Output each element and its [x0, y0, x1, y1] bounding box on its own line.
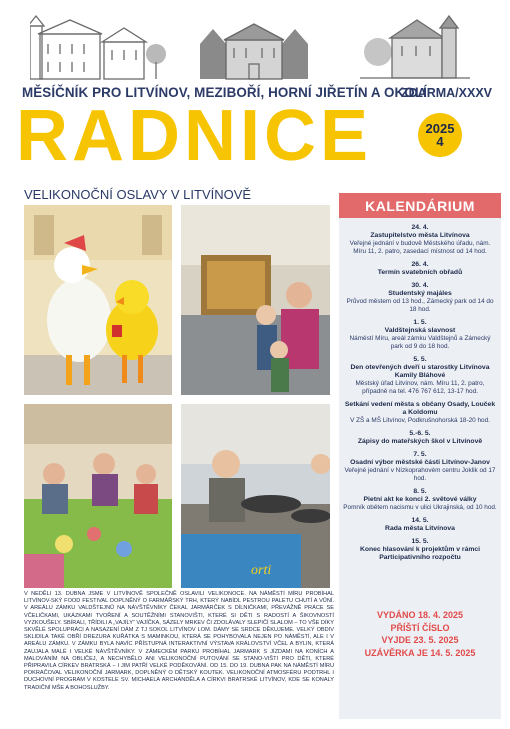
- calendar-event: [343, 401, 497, 425]
- event-date: 5. 5.: [413, 355, 427, 363]
- next-issue-date: VYJDE 23. 5. 2025: [381, 635, 459, 645]
- event-date: 30. 4.: [411, 282, 429, 289]
- photo-children-exhibit: [181, 205, 330, 395]
- event-title: Osadní výbor městské části Litvínov-Janov: [350, 459, 490, 466]
- issue-year: 2025: [425, 121, 455, 136]
- masthead-subtitle: MĚSÍČNÍK PRO LITVÍNOV, MEZIBOŘÍ, HORNÍ JIŘETÍN A OKOLÍ: [22, 85, 427, 100]
- calendar-event: [343, 282, 497, 314]
- event-title: Termín svatebních obřadů: [377, 268, 463, 276]
- issue-number: 4: [436, 134, 444, 149]
- event-title: Studentský majáles: [388, 290, 452, 297]
- event-detail: Městský úřad Litvínov, nám. Míru 11, 2. patro, případně na tel. 476 767 612, 13-17 hod.: [355, 380, 485, 395]
- event-title: Zastupitelstvo města Litvínova: [370, 232, 470, 239]
- price-volume-label: ZDARMA/XXXV: [401, 86, 492, 100]
- calendar-event: [343, 488, 497, 512]
- event-title: Setkání vedení města s občany Osady, Louček a Koldomu: [344, 400, 496, 416]
- event-title: Valdštejnská slavnost: [384, 326, 456, 334]
- event-title: Konec hlasování k projektům v rámci Participativního rozpočtu: [359, 546, 481, 562]
- calendar-events: [339, 218, 501, 562]
- event-date: 1. 5.: [413, 318, 427, 326]
- calendar-title: KALENDÁRIUM: [339, 193, 501, 218]
- photo-craft-workshop: [24, 404, 172, 588]
- event-date: 14. 5.: [411, 516, 429, 524]
- event-detail: Průvod městem od 13 hod., Zámecký park od 14 do 18 hod.: [346, 298, 494, 313]
- event-title: Rada města Litvínova: [385, 524, 455, 532]
- event-date: 5.-6. 5.: [409, 429, 431, 437]
- deadline-date: UZÁVĚRKA JE 14. 5. 2025: [364, 647, 476, 658]
- event-detail: Náměstí Míru, areál zámku Valdštejnů a Zámecký park od 9 do 18 hod.: [349, 335, 491, 350]
- calendar-event: [343, 319, 497, 351]
- event-date: 7. 5.: [413, 451, 427, 458]
- event-detail: Veřejné jednání v budově Městského úřadu, nám. Míru 11, 2. patro, zasedací místnost od 14 hod.: [349, 240, 491, 255]
- calendar-event: [343, 451, 497, 483]
- calendar-event: [343, 224, 497, 256]
- calendar-event: [343, 538, 497, 562]
- calendar-event: [343, 430, 497, 446]
- article-body-text: V NEDĚLI 13. DUBNA JSME V LITVÍNOVĚ SPOLEČNĚ OSLAVILI VELIKONOCE. NA NÁMĚSTÍ MÍRU PROBÍHAL LITVÍNOV-SKÝ FOOD FESTIVAL DOPLNĚNÝ O FARMÁŘSKÝ TRH, KTERÝ NABÍDL PESTROU PALETU CHUTÍ A VŮNÍ. V AREÁLU ZÁMKU VALDŠTEJNŮ NA NÁVŠTĚVNÍKY ČEKAL JARMÁRČEK S DÍLNIČKAMI, PŘEVÁŽNĚ PRÁCE SE VČELIČKAMI, UKÁZKAMI TVOŘENÍ A SOUTĚŽNÍMI STANOVIŠTI, KTERÉ SI DĚTI S RADOSTÍ A ŠIKOVNOSTÍ VYZKOUŠELY. SBÍRALI, TŘÍDILI A „VAJÍLY“ VAJÍČKA, SÁZELY MRKEV ČI ZDOLÁVALY SLEPIČÍ SLALOM – TO VŠE DÍKY SKVĚLÉ SPOLUPRÁCI A NASAZENÍ DÁM Z TJ SOKOL LITVÍNOV LOM. DÁMY SE SRDCE DĚKUJEME. VELKÝ OBDIV SKLIDILA TAKÉ OBŘÍ DREZURA KUŘÁTKA S MAMINKOU, KTERÁ SE POHYBOVALA NEJEN PO NÁMĚSTÍ, ALE I V AREÁLU ZÁMKU. V ZÁMKU BYLA NAVÍC PŘÍSTUPNÁ INTERAKTIVNÍ VÝSTAVA KRÁLOVSTVÍ VČEL A BYLIN, KTERÁ ZAUJALA MALÉ I VELKÉ NÁVŠTĚVNÍKY. V ZÁMECKÉM PARKU PROBÍHAL JARMARK S JÍZDAMI NA KONÍCH A MALOVÁNÍM NA OBLIČEJ, A NECHYBĚLO ANI VELIKONOČNÍ PUTOVÁNÍ SE STANO-VIŠTI PRO DĚTI, KTERÉ PŘIPRAVILA CÍRKEV BRATRSKÁ – I JIM PATŘÍ VELKÉ PODĚKOVÁNÍ. OD 15. DO 19. DUBNA PAK NA NÁMĚSTÍ MÍRU POKRAČOVAL VELIKONOČNÍ JARMARK, DOPLNĚNÝ O DĚTSKÝ KOUTEK. VELIKONOČNÍ ATMOSFÉRU PODTRHL I DUCHOVNÍ PROGRAM V KOSTELE SV. MICHAELA ARCHANDĚLA A CÍRKVI BRATRSKÉ LITVÍNOV, KDE SE KONALY TRADIČNÍ MŠE A BOHOSLUŽBY.: [24, 591, 334, 691]
- issue-badge: [418, 113, 462, 157]
- event-date: 15. 5.: [411, 538, 429, 545]
- town-skyline-illustration: [30, 14, 480, 84]
- event-title: Zápisy do mateřských škol v Litvínově: [357, 437, 483, 445]
- event-detail: Pomník obětem nacismu v ulici Ukrajinská, od 10 hod.: [343, 504, 497, 511]
- issued-date: VYDÁNO 18. 4. 2025: [376, 610, 464, 620]
- calendar-event: [343, 356, 497, 396]
- photo-food-festival: [181, 404, 330, 588]
- photo-easter-mascots: [24, 205, 172, 395]
- event-date: 26. 4.: [411, 260, 429, 268]
- article-title: VELIKONOČNÍ OSLAVY V LITVÍNOVĚ: [24, 187, 252, 202]
- event-title: Pietní akt ke konci 2. světové války: [363, 495, 477, 503]
- calendar-event: [343, 261, 497, 277]
- event-date: 8. 5.: [413, 487, 427, 495]
- event-detail: Veřejné jednání v Nízkoprahovém centru Joklik od 17 hod.: [344, 467, 496, 482]
- calendar-event: [343, 517, 497, 533]
- release-info: [339, 609, 501, 659]
- next-issue-label: PŘÍŠTÍ ČÍSLO: [390, 622, 450, 633]
- event-detail: V ZŠ a MŠ Litvínov, Podkrušnohorská 18-20 hod.: [350, 417, 490, 424]
- event-title: Den otevřených dveří u starostky Litvínova Kamily Bláhové: [350, 363, 490, 379]
- svg-text:orti: orti: [251, 563, 272, 578]
- masthead-title: RADNICE: [16, 96, 373, 176]
- event-date: 24. 4.: [411, 224, 429, 231]
